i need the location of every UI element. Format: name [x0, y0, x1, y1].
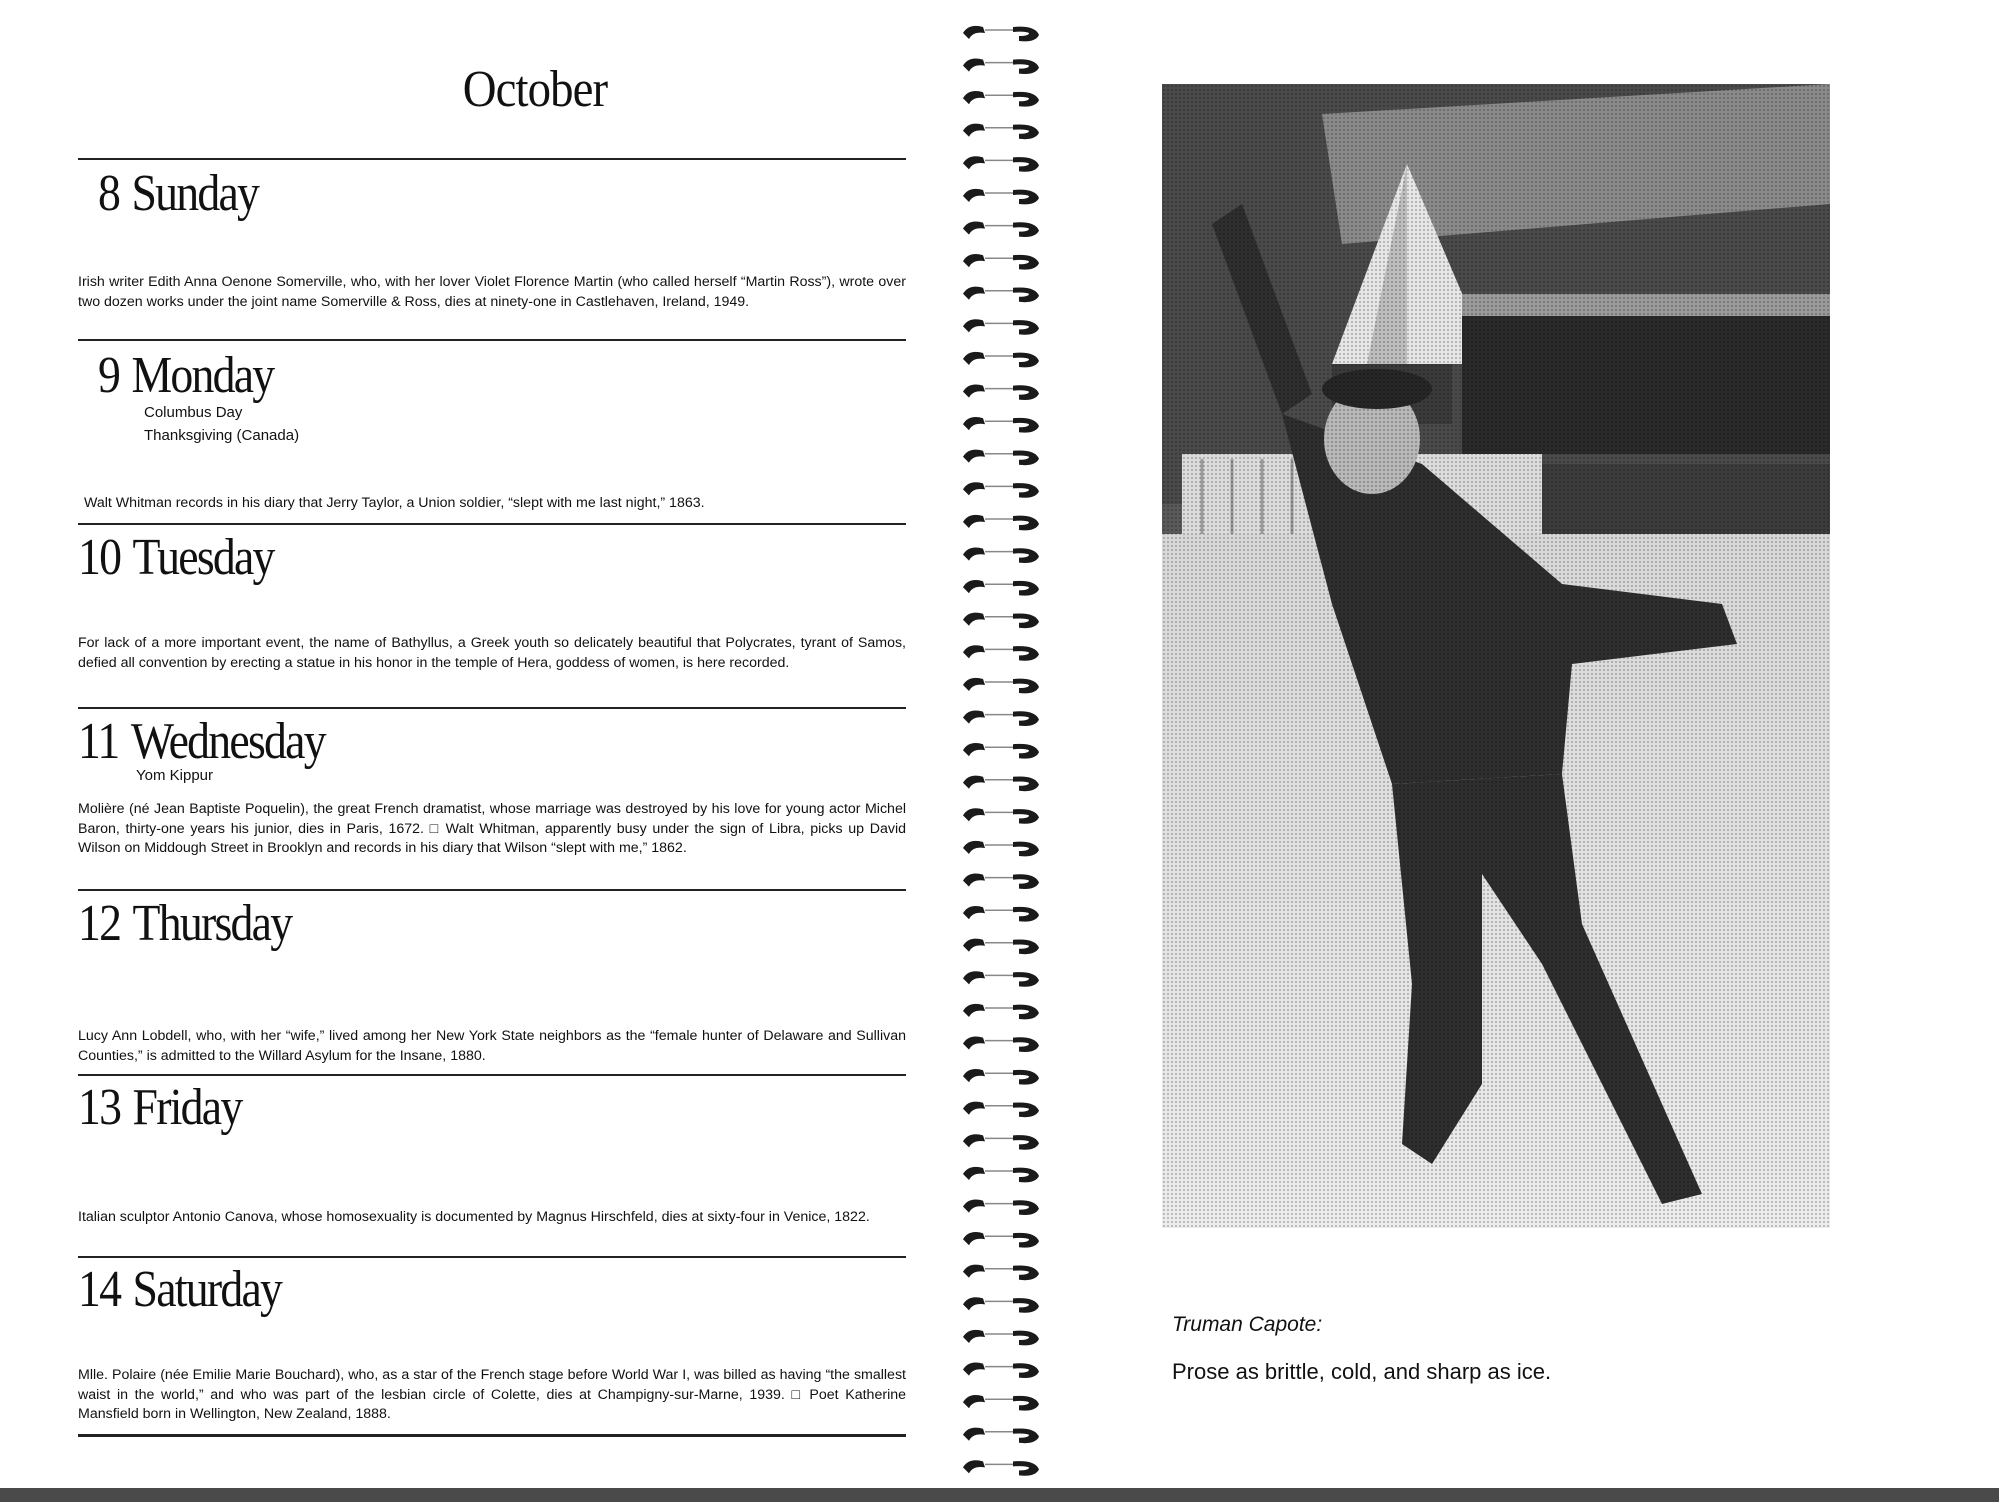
day-name: Saturday — [132, 1261, 282, 1318]
figure-skater-photo — [1162, 84, 1830, 1228]
binding-coil — [963, 1428, 1039, 1444]
day-heading — [78, 530, 274, 586]
binding-coil — [963, 613, 1039, 629]
day-number: 9 — [98, 347, 120, 404]
binding-coil — [963, 221, 1039, 237]
day-entry: Italian sculptor Antonio Canova, whose homosexuality is documented by Magnus Hirschfeld, dies at sixty-four in Venice, 1822. — [78, 1209, 870, 1225]
day-divider — [78, 523, 906, 525]
binding-coil — [963, 1036, 1039, 1052]
binding-coil — [963, 776, 1039, 792]
day-entry: For lack of a more important event, the name of Bathyllus, a Greek youth so delicately beautiful that Polycrates, tyrant of Samos, defied all convention by erecting a statue in his honor in the temple of Hera, goddess of women, is here recorded. — [78, 635, 906, 671]
day-sunday — [78, 166, 906, 336]
day-entry: Walt Whitman records in his diary that Jerry Taylor, a Union soldier, “slept with me last night,” 1863. — [84, 495, 705, 511]
day-divider — [78, 1074, 906, 1076]
binding-coil — [963, 1297, 1039, 1313]
binding-coil — [963, 124, 1039, 140]
day-tuesday — [78, 530, 906, 700]
binding-coil — [963, 1167, 1039, 1183]
day-divider — [78, 889, 906, 891]
binding-coil — [963, 254, 1039, 270]
binding-coil — [963, 971, 1039, 987]
binding-coil — [963, 1069, 1039, 1085]
day-number: 10 — [78, 529, 121, 586]
day-thursday — [78, 896, 906, 1066]
day-number: 12 — [78, 895, 121, 952]
holiday-list — [136, 764, 213, 787]
day-saturday — [78, 1262, 906, 1432]
caption-text: Prose as brittle, cold, and sharp as ice. — [1172, 1359, 1552, 1384]
caption-name: Truman Capote: — [1172, 1313, 1323, 1336]
binding-coil — [963, 1395, 1039, 1411]
day-heading — [98, 166, 258, 222]
holiday-list — [144, 401, 299, 447]
binding-coil — [963, 450, 1039, 466]
binding-coil — [963, 189, 1039, 205]
binding-coil — [963, 1330, 1039, 1346]
binding-coil — [963, 906, 1039, 922]
binding-coil — [963, 1362, 1039, 1378]
binding-coil — [963, 678, 1039, 694]
binding-coil — [963, 26, 1039, 42]
day-divider — [78, 1434, 906, 1437]
binding-coil — [963, 1265, 1039, 1281]
holiday-label: Columbus Day — [144, 404, 243, 421]
binding-coil — [963, 287, 1039, 303]
holiday-label: Thanksgiving (Canada) — [144, 427, 300, 444]
binding-coil — [963, 1004, 1039, 1020]
day-divider — [78, 1256, 906, 1258]
day-entry: Irish writer Edith Anna Oenone Somerville, who, with her lover Violet Florence Martin (who called herself “Martin Ross”), wrote over two dozen works under the joint name Somerville & Ross, dies at ninety-one in Castlehaven, Ireland, 1949. — [78, 274, 906, 310]
binding-coil — [963, 841, 1039, 857]
day-entry: Molière (né Jean Baptiste Poquelin), the great French dramatist, whose marriage was destroyed by his love for young actor Michel Baron, thirty-one years his junior, dies in Paris, 1672. □ Walt Whitman, apparently busy under the sign of Libra, picks up David Wilson on Middough Street in Brooklyn and records in his diary that Wilson “slept with me,” 1862. — [78, 801, 906, 856]
day-wednesday — [78, 714, 906, 884]
day-name: Friday — [132, 1079, 242, 1136]
day-monday — [78, 348, 906, 518]
day-entry: Mlle. Polaire (née Emilie Marie Bouchard), who, as a star of the French stage before World War I, was billed as having “the smallest waist in the world,” and who was part of the lesbian circle of Colette, dies at Champigny-sur-Marne, 1939. □ Poet Katherine Mansfield born in Wellington, New Zealand, 1888. — [78, 1367, 906, 1422]
day-name: Monday — [131, 347, 274, 404]
binding-coil — [963, 384, 1039, 400]
binding-coil — [963, 873, 1039, 889]
month-title: October — [462, 61, 608, 118]
binding-coil — [963, 1134, 1039, 1150]
day-friday — [78, 1080, 906, 1250]
binding-coil — [963, 319, 1039, 335]
day-divider — [78, 339, 906, 341]
holiday-label: Yom Kippur — [136, 767, 213, 784]
binding-coil — [963, 91, 1039, 107]
day-divider — [78, 707, 906, 709]
binding-coil — [963, 580, 1039, 596]
binding-coil — [963, 58, 1039, 74]
spiral-binding — [955, 15, 1045, 1490]
day-number: 11 — [78, 713, 119, 770]
day-heading — [78, 714, 325, 770]
binding-coil — [963, 1102, 1039, 1118]
day-entry: Lucy Ann Lobdell, who, with her “wife,” lived among her New York State neighbors as the “female hunter of Delaware and Sullivan Counties,” is admitted to the Willard Asylum for the Insane, 1880. — [78, 1028, 906, 1064]
day-heading — [98, 348, 273, 404]
binding-coil — [963, 417, 1039, 433]
day-heading — [78, 896, 291, 952]
binding-coil — [963, 482, 1039, 498]
binding-coil — [963, 1199, 1039, 1215]
bottom-edge — [0, 1488, 1999, 1502]
day-name: Wednesday — [130, 713, 325, 770]
binding-coil — [963, 515, 1039, 531]
binding-coil — [963, 352, 1039, 368]
left-page — [0, 0, 930, 1490]
day-number: 13 — [78, 1079, 121, 1136]
binding-coil — [963, 156, 1039, 172]
binding-coil — [963, 1232, 1039, 1248]
binding-coil — [963, 547, 1039, 563]
day-name: Tuesday — [132, 529, 274, 586]
binding-coil — [963, 1460, 1039, 1476]
day-number: 14 — [78, 1261, 121, 1318]
day-name: Thursday — [132, 895, 292, 952]
day-number: 8 — [98, 165, 120, 222]
day-heading — [78, 1262, 281, 1318]
binding-coil — [963, 939, 1039, 955]
day-divider — [78, 158, 906, 160]
binding-coil — [963, 743, 1039, 759]
binding-coil — [963, 645, 1039, 661]
binding-coil — [963, 808, 1039, 824]
day-name: Sunday — [131, 165, 259, 222]
binding-coil — [963, 710, 1039, 726]
day-heading — [78, 1080, 241, 1136]
